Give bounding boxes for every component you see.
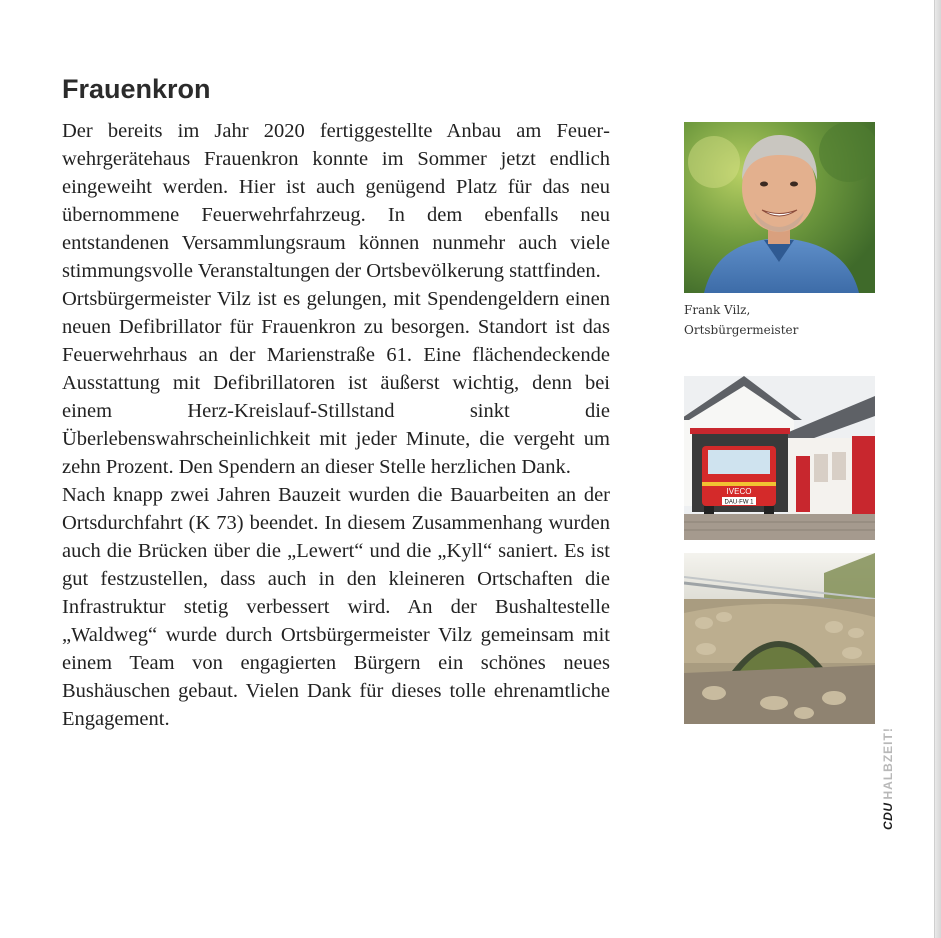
caption-role: Ortsbürgermeister [684, 323, 799, 337]
portrait-photo [684, 122, 875, 293]
license-plate: DAU·FW 1 [724, 499, 754, 506]
party-logo-text: CDU [881, 802, 895, 830]
paragraph-road-works: Nach knapp zwei Jahren Bauzeit wurden die Bauarbeiten an der Ortsdurchfahrt (K 73) beendet. In diesem Zusammenhang wurden auch die Brücken über die „Lewert“ und die „Kyll“ saniert. Es ist gut festzustellen, dass auch in den kleineren Ortschaften die Infrastruktur stetig verbessert wird. An der Bushaltestelle „Waldweg“ wurde durch Ortsbürgermeister Vilz gemeinsam mit einem Team von engagierten Bürgern ein schönes neues Bushäuschen gebaut. Vielen Dank für dieses tolle ehrenamtliche Engagement. [62, 484, 610, 730]
paragraph-firehouse: Der bereits im Jahr 2020 fertiggestellte Anbau am Feuerwehrgerätehaus Frauenkron konnte im Sommer jetzt endlich eingeweiht werden. Hier ist auch genügend Platz für das neu übernommene Feuerwehrfahrzeug. In dem ebenfalls neu entstandenen Versammlungsraum können nunmehr auch viele stimmungsvolle Veranstaltungen der Ortsbevölkerung stattfinden. [62, 120, 610, 282]
portrait-caption [684, 300, 875, 340]
paragraph-defibrillator: Ortsbürgermeister Vilz ist es gelungen, mit Spendengeldern einen neuen Defibrillator für Frauenkron zu besorgen. Standort ist das Feuerwehrhaus an der Marienstraße 61. Eine flächendeckende Ausstattung mit Defibrillatoren ist äußerst wichtig, denn bei einem Herz-Kreislauf-Stillstand sinkt die Überlebenswahrscheinlichkeit mit jeder Minute, die vergeht um zehn Prozent. Den Spendern an dieser Stelle herzlichen Dank. [62, 288, 610, 478]
vehicle-lettering: IVECO [726, 487, 752, 496]
article-title: Frauenkron [62, 74, 211, 104]
firehouse-photo [684, 376, 875, 540]
article-body [62, 117, 610, 733]
bridge-photo [684, 553, 875, 724]
caption-name: Frank Vilz, [684, 303, 751, 317]
page-edge [934, 0, 941, 938]
footer-brand-mark [878, 727, 898, 830]
section-label: HALBZEIT! [881, 727, 895, 800]
